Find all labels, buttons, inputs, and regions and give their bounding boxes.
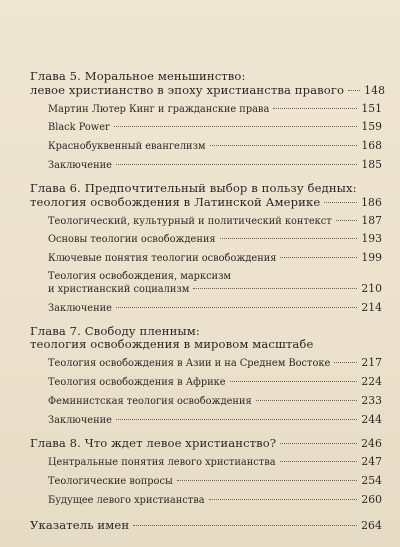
entry-label-line: и христианский социализм [48,284,190,296]
dot-leader [177,479,358,481]
dot-leader [273,107,357,109]
page-number: 214 [361,300,382,314]
dot-leader [116,418,357,420]
entry-label-line: Теология освобождения, марксизм [48,271,232,283]
dot-leader [336,219,358,221]
entry-label: Основы теологии освобождения [48,234,216,246]
toc-entry [30,140,382,153]
page-number: 260 [361,492,382,506]
page-number: 264 [361,518,382,532]
page-number: 224 [361,375,382,389]
page-number: 254 [361,473,382,487]
dot-leader [324,201,357,203]
page-number: 151 [361,101,382,115]
page-number: 217 [361,356,382,370]
toc-entry [30,103,382,116]
table-of-contents [30,69,386,532]
page-number: 168 [361,139,382,153]
chapter-8 [30,437,382,507]
entry-label: Феминистская теология освобождения [48,395,252,407]
page-number: 148 [364,83,386,97]
entry-label: Теология освобождения в Азии и на Среднем Востоке [48,358,331,370]
index-entry [30,519,382,533]
chapter-title-row [30,82,386,98]
index-label: Указатель имен [30,517,130,532]
dot-leader [193,287,357,289]
chapter-title-line: Глава 5. Моральное меньшинство: [30,69,246,83]
entry-label: Мартин Лютер Кинг и гражданские права [48,103,270,115]
page-number: 193 [361,232,382,246]
toc-entry [30,395,382,408]
page-number: 187 [361,213,382,227]
dot-leader [334,361,357,363]
entry-label: Black Power [48,122,110,134]
dot-leader [280,460,358,462]
entry-label: Центральные понятия левого христианства [48,457,276,469]
chapter-title-line: Глава 8. Что ждет левое христианство? [30,436,277,451]
toc-entry [30,456,382,469]
page-number: 246 [361,437,382,451]
entry-label: Заключение [48,159,112,171]
page-number: 186 [361,195,382,209]
dot-leader [133,524,357,526]
page-number: 210 [361,282,382,296]
chapter-title-line: теология освобождения в Латинской Америке [30,194,321,209]
entry-label: Ключевые понятия теологии освобождения [48,253,277,265]
chapter-title-line: теология освобождения в мировом масштабе [30,337,314,352]
entry-label: Заключение [48,302,112,314]
chapter-title-row [30,196,382,210]
dot-leader [280,256,357,258]
toc-entry [30,475,382,488]
toc-entry [30,302,382,315]
toc-entry [30,215,382,228]
chapter-7 [30,325,382,427]
entry-label: Заключение [48,414,112,426]
page-number: 233 [361,393,382,407]
chapter-title-line: левое христианство в эпоху христианства правого [30,82,345,97]
chapter-title-row [30,437,382,451]
page-number: 159 [361,120,382,134]
entry-label: Теологический, культурный и политический контекст [48,215,332,227]
toc-entry [30,357,382,370]
dot-leader [230,380,358,382]
page-number: 185 [361,157,382,171]
chapter-6 [30,182,382,315]
dot-leader [116,163,357,165]
page-number: 244 [361,412,382,426]
dot-leader [116,306,357,308]
toc-entry [30,159,382,172]
entry-label: Будущее левого христианства [48,494,205,506]
toc-entry [30,233,382,246]
dot-leader [280,442,357,444]
entry-label: Теология освобождения в Африке [48,377,226,389]
toc-entry [30,271,382,296]
dot-leader [348,89,360,91]
toc-entry [30,376,382,389]
dot-leader [256,399,358,401]
entry-label: Краснобуквенный евангелизм [48,141,206,153]
toc-entry [30,414,382,427]
dot-leader [114,125,358,127]
toc-entry [30,252,382,265]
chapter-5 [30,69,386,172]
toc-entry [30,494,382,507]
dot-leader [220,237,358,239]
dot-leader [210,144,358,146]
chapter-title-line: Глава 7. Свободу пленным: [30,323,200,338]
entry-label: Теологические вопросы [48,475,173,487]
page-number: 199 [361,251,382,265]
entry-label-row [48,283,382,296]
chapter-title-line: Глава 6. Предпочтительный выбор в пользу бедных: [30,181,357,196]
dot-leader [209,498,358,500]
toc-entry [30,121,382,134]
page-number: 247 [361,455,382,469]
